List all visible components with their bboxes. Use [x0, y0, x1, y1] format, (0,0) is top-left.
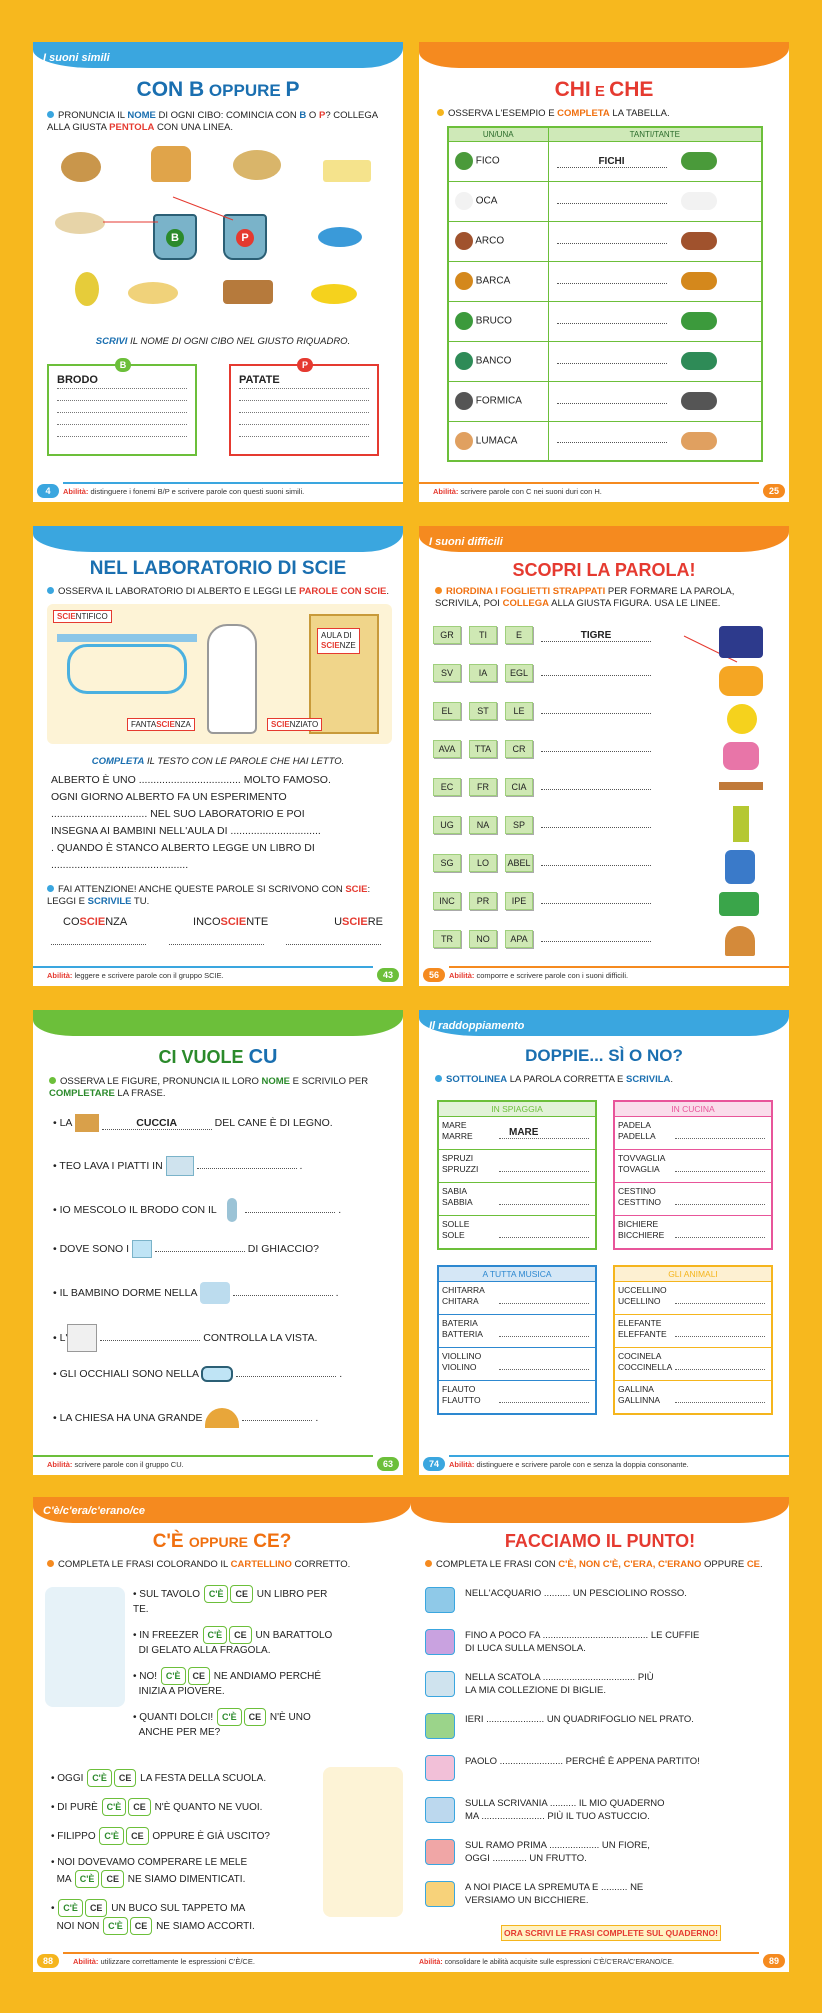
- paper-tile: IPE: [505, 892, 533, 910]
- pear-image: [75, 272, 99, 306]
- page-title: CHI E CHE: [554, 78, 654, 101]
- word-uscire: USCIERE: [334, 916, 383, 928]
- footer-rule: [63, 1952, 411, 1954]
- write-lines[interactable]: [51, 944, 381, 945]
- banana-image: [311, 284, 357, 304]
- word-pair[interactable]: COCINELA COCCINELLA: [615, 1347, 771, 1380]
- paper-tile: CR: [505, 740, 533, 758]
- item-group-icon: [681, 352, 717, 370]
- singular-word: BANCO: [475, 355, 512, 367]
- box-b-badge: B: [115, 358, 131, 372]
- paper-tile: GR: [433, 626, 461, 644]
- word-group: [613, 1100, 773, 1250]
- page-43: [33, 526, 403, 986]
- fill-sentence[interactable]: PAOLO ........................ PERCHÉ È APPENA PARTITO!: [425, 1755, 700, 1781]
- item-group-icon: [681, 432, 717, 450]
- group-label: A TUTTA MUSICA: [439, 1267, 595, 1281]
- group-label: IN CUCINA: [615, 1102, 771, 1116]
- page-88: [33, 1497, 411, 1972]
- word-pair[interactable]: ELEFANTE ELEFFANTE: [615, 1314, 771, 1347]
- page-74: [419, 1010, 789, 1475]
- instruction: COMPLETA LE FRASI CON C'È, NON C'È, C'ERA, C'ERANO OPPURE CE.: [425, 1559, 780, 1571]
- paper-tile: ABEL: [505, 854, 533, 872]
- fill-sentence[interactable]: NELLA SCATOLA ................................... PIÙ LA MIA COLLEZIONE DI BIGLIE.: [425, 1671, 654, 1697]
- fill-sentence[interactable]: FINO A POCO FA ........................................ LE CUFFIE DI LUCA SULLA MENSOLA.: [425, 1629, 699, 1655]
- paper-tile: SG: [433, 854, 461, 872]
- ce-sentences-2[interactable]: • OGGI C'È CE LA FESTA DELLA SCUOLA. • DI PURÈ C'È CE N'È QUANTO NE VUOI. • FILIPPO C'È CE OPPURE È GIÀ USCITO? • NOI DOVEVAMO COMPERARE LE MELE MA C'È CE NE SIAMO DIMENTICATI. • C'È CE UN BUCO SUL TAPPETO MA NOI NON C'È CE NE SIAMO ACCORTI.: [51, 1769, 321, 1935]
- word-pair[interactable]: TOVVAGLIA TOVAGLIA: [615, 1149, 771, 1182]
- box-p-badge: P: [297, 358, 313, 372]
- plural-answer: [557, 442, 667, 443]
- paper-tile: ST: [469, 702, 497, 720]
- sentence-5[interactable]: • IL BAMBINO DORME NELLA .: [53, 1282, 339, 1304]
- word-pair[interactable]: SOLLE SOLE: [439, 1215, 595, 1248]
- page-title: C'È OPPURE CE?: [152, 1531, 292, 1552]
- page-title: DOPPIE... SÌ O NO?: [525, 1046, 683, 1065]
- word-pair[interactable]: GALLINA GALLINNA: [615, 1380, 771, 1413]
- fill-sentence[interactable]: SULLA SCRIVANIA .......... IL MIO QUADERNO MA ........................ PIÙ IL TUO ASTUCCIO.: [425, 1797, 665, 1823]
- word-coscienza: COSCIENZA: [63, 916, 128, 928]
- item-group-icon: [681, 312, 717, 330]
- page-4: [33, 42, 403, 502]
- footer-rule: [419, 482, 759, 484]
- word-pair[interactable]: CHITARRA CHITARA: [439, 1281, 595, 1314]
- sentence-4[interactable]: • DOVE SONO I DI GHIACCIO?: [53, 1240, 319, 1258]
- paper-tile: LO: [469, 854, 497, 872]
- singular-word: LUMACA: [475, 435, 518, 447]
- plural-answer: [557, 203, 667, 204]
- sentence-icon: [425, 1587, 455, 1613]
- plural-answer-cell[interactable]: [548, 421, 762, 461]
- paper-tile: EGL: [505, 664, 533, 682]
- sentence-6[interactable]: • L' CONTROLLA LA VISTA.: [53, 1324, 317, 1352]
- scie-words: [63, 916, 383, 928]
- group-label: IN SPIAGGIA: [439, 1102, 595, 1116]
- singular-word: BARCA: [475, 275, 511, 287]
- paper-tile: UG: [433, 816, 461, 834]
- instruction: SOTTOLINEA LA PAROLA CORRETTA E SCRIVILA.: [435, 1074, 673, 1086]
- sentence-3[interactable]: • IO MESCOLO IL BRODO CON IL .: [53, 1198, 341, 1222]
- singular-word: OCA: [475, 195, 498, 207]
- header-band: [411, 1497, 789, 1523]
- page-number: 63: [377, 1457, 399, 1471]
- singular-word: ARCO: [475, 235, 505, 247]
- word-pair[interactable]: MARE MARRE MARE: [439, 1116, 595, 1149]
- table-row: [448, 181, 762, 221]
- instruction: PRONUNCIA IL NOME DI OGNI CIBO: COMINCIA CON B O P? COLLEGA ALLA GIUSTA PENTOLA CON UNA LINEA.: [47, 110, 378, 133]
- table-row: [448, 421, 762, 461]
- footer-rule: [33, 966, 373, 968]
- plural-table: [447, 126, 763, 462]
- page-number: 43: [377, 968, 399, 982]
- section-tag: Il raddoppiamento: [429, 1020, 525, 1032]
- table-row: [448, 221, 762, 261]
- footer-skill: Abilità: distinguere i fonemi B/P e scrivere parole con questi suoni simili.: [63, 487, 305, 496]
- plural-answer: [557, 323, 667, 324]
- word-pair[interactable]: VIOLLINO VIOLINO: [439, 1347, 595, 1380]
- footer-rule: [33, 1455, 373, 1457]
- item-icon: [455, 352, 473, 370]
- word-pair[interactable]: FLAUTO FLAUTTO: [439, 1380, 595, 1413]
- paper-tile: PR: [469, 892, 497, 910]
- word-pair[interactable]: SABIA SABBIA: [439, 1182, 595, 1215]
- sentence-icon: [425, 1671, 455, 1697]
- word-group: [437, 1265, 597, 1415]
- tiger-image: [719, 666, 763, 696]
- tie-image: [733, 806, 749, 842]
- section-tag: I suoni simili: [43, 52, 110, 64]
- ice-cubes-image: [132, 1240, 152, 1258]
- fish-image: [318, 227, 362, 247]
- answer-line: TIGRE: [541, 630, 651, 642]
- paper-tile: SP: [505, 816, 533, 834]
- sentence-8[interactable]: • LA CHIESA HA UNA GRANDE .: [53, 1408, 318, 1428]
- wall-shelf: [57, 634, 197, 642]
- item-icon: [455, 152, 473, 170]
- sentence-icon: [425, 1755, 455, 1781]
- word-incosciente: INCOSCIENTE: [193, 916, 269, 928]
- col-plural: TANTI/TANTE: [548, 127, 762, 141]
- footer-rule: [449, 1455, 789, 1457]
- page-number: 88: [37, 1954, 59, 1968]
- page-63: [33, 1010, 403, 1475]
- paper-tile: EL: [433, 702, 461, 720]
- instruction-3: FAI ATTENZIONE! ANCHE QUESTE PAROLE SI SCRIVONO CON SCIE: LEGGI E SCRIVILE TU.: [47, 884, 371, 907]
- label-scientifico: SCIENTIFICO: [53, 610, 112, 623]
- flask-coil: [67, 644, 187, 694]
- instruction-2: COMPLETA IL TESTO CON LE PAROLE CHE HAI LETTO.: [91, 756, 345, 767]
- arrow-image: [719, 782, 763, 790]
- fill-text[interactable]: ALBERTO È UNO ................................... MOLTO FAMOSO. OGNI GIORNO ALBERTO FA UN ESPERIMENTO ................................. NEL SUO LABORATORIO E POI INSEGNA AI BAMBINI NELL'AULA DI ............................... . QUANDO È STANCO ALBERTO LEGGE UN LIBRO DI ...............................................: [51, 774, 331, 871]
- sponge-image: [723, 742, 759, 770]
- instruction: OSSERVA IL LABORATORIO DI ALBERTO E LEGGI LE PAROLE CON SCIE.: [47, 586, 389, 598]
- footer-skill: Abilità: comporre e scrivere parole con i suoni difficili.: [449, 971, 629, 980]
- fill-sentence[interactable]: NELL'ACQUARIO .......... UN PESCIOLINO ROSSO.: [425, 1587, 687, 1613]
- header-band: [33, 1010, 403, 1036]
- plural-answer: [557, 243, 667, 244]
- footer-rule: [411, 1952, 759, 1954]
- paper-tile: SV: [433, 664, 461, 682]
- footer-skill: Abilità: scrivere parole con C nei suoni duri con H.: [433, 487, 602, 496]
- section-tag: I suoni difficili: [429, 536, 503, 548]
- col-singular: UN/UNA: [448, 127, 548, 141]
- item-icon: [455, 232, 473, 250]
- table-row: [448, 381, 762, 421]
- plural-answer: [557, 363, 667, 364]
- table-row: [448, 341, 762, 381]
- item-group-icon: [681, 272, 717, 290]
- footer-skill: Abilità: leggere e scrivere parole con il gruppo SCIE.: [47, 971, 224, 980]
- fill-sentence[interactable]: SUL RAMO PRIMA ................... UN FIORE, OGGI ............. UN FRUTTO.: [425, 1839, 650, 1865]
- item-icon: [455, 192, 473, 210]
- item-group-icon: [681, 192, 717, 210]
- label-scienziato: SCIENZIATO: [267, 718, 322, 731]
- table-row: [448, 261, 762, 301]
- prince-image: [725, 850, 755, 884]
- alarm-clock-image: [727, 704, 757, 734]
- banner: ORA SCRIVI LE FRASI COMPLETE SUL QUADERNO!: [501, 1925, 721, 1941]
- footer-rule: [63, 482, 403, 484]
- item-icon: [455, 392, 473, 410]
- sentence-2[interactable]: • TEO LAVA I PIATTI IN .: [53, 1156, 302, 1176]
- plural-answer-cell[interactable]: [548, 301, 762, 341]
- page-title: NEL LABORATORIO DI SCIE: [89, 558, 347, 579]
- page-25: [419, 42, 789, 502]
- page-title: FACCIAMO IL PUNTO!: [504, 1531, 696, 1551]
- fill-sentence[interactable]: A NOI PIACE LA SPREMUTA E .......... NE VERSIAMO UN BICCHIERE.: [425, 1881, 643, 1907]
- page-number: 89: [763, 1954, 785, 1968]
- picture-column: [719, 626, 779, 956]
- paper-tile: INC: [433, 892, 461, 910]
- footer-rule: [449, 966, 789, 968]
- instruction: COMPLETA LE FRASI COLORANDO IL CARTELLINO CORRETTO.: [47, 1559, 350, 1571]
- paper-tile: TTA: [469, 740, 497, 758]
- paper-tile: NA: [469, 816, 497, 834]
- plural-answer: FICHI: [557, 156, 667, 168]
- paper-tile: NO: [469, 930, 497, 948]
- drill-image: [719, 892, 759, 916]
- item-group-icon: [681, 392, 717, 410]
- sentence-7[interactable]: • GLI OCCHIALI SONO NELLA .: [53, 1366, 342, 1382]
- word-group: [613, 1265, 773, 1415]
- plural-answer-cell[interactable]: [548, 181, 762, 221]
- sentence-icon: [425, 1839, 455, 1865]
- paper-tile: EC: [433, 778, 461, 796]
- sentence-1[interactable]: • LA CUCCIA DEL CANE È DI LEGNO.: [53, 1114, 333, 1132]
- paper-tile: LE: [505, 702, 533, 720]
- footer-skill: Abilità: distinguere e scrivere parole con e senza la doppia consonante.: [449, 1460, 689, 1469]
- paper-tile: APA: [505, 930, 533, 948]
- sentence-icon: [425, 1797, 455, 1823]
- answer-box-b[interactable]: [47, 360, 197, 456]
- plural-answer-cell[interactable]: [548, 341, 762, 381]
- laboratory-illustration: [47, 604, 392, 744]
- pot-p: P: [223, 214, 267, 260]
- stool-image: [725, 926, 755, 956]
- singular-word: FORMICA: [475, 395, 522, 407]
- moon-stars-image: [719, 626, 763, 658]
- item-icon: [455, 312, 473, 330]
- word-group: [437, 1100, 597, 1250]
- sentence-icon: [425, 1713, 455, 1739]
- singular-word: BRUCO: [475, 315, 512, 327]
- plural-answer-cell[interactable]: [548, 381, 762, 421]
- plural-answer-cell[interactable]: [548, 141, 762, 181]
- footer-skill: Abilità: consolidare le abilità acquisite sulle espressioni C'È/C'ERA/C'ERANO/CE.: [419, 1959, 674, 1966]
- biscuits-image: [223, 280, 273, 304]
- eye-doctor-image: [67, 1324, 97, 1352]
- dome-image: [205, 1408, 239, 1428]
- scientist-figure: [207, 624, 257, 734]
- section-tag: C'è/c'era/c'erano/ce: [43, 1505, 146, 1517]
- word-pair[interactable]: CESTINO CESTTINO: [615, 1182, 771, 1215]
- fill-sentence[interactable]: IERI ...................... UN QUADRIFOGLIO NEL PRATO.: [425, 1713, 694, 1739]
- ce-sentences[interactable]: • SUL TAVOLO C'È CE UN LIBRO PER TE. • IN FREEZER C'È CE UN BARATTOLO DI GELATO ALLA FRAGOLA. • NO! C'È CE NE ANDIAMO PERCHÉ INIZIA A PIOVERE. • QUANTI DOLCI! C'È CE N'È UNO ANCHE PER ME?: [133, 1585, 333, 1740]
- instruction: OSSERVA LE FIGURE, PRONUNCIA IL LORO NOME E SCRIVILO PER COMPLETARE LA FRASE.: [49, 1076, 369, 1099]
- paper-tile: TR: [433, 930, 461, 948]
- page-number: 56: [423, 968, 445, 982]
- instruction: OSSERVA L'ESEMPIO E COMPLETA LA TABELLA.: [437, 108, 670, 120]
- pot-b: B: [153, 214, 197, 260]
- item-group-icon: [681, 152, 717, 170]
- table-row: [448, 141, 762, 181]
- sink-image: [166, 1156, 194, 1176]
- word-pair[interactable]: BICHIERE BICCHIERE: [615, 1215, 771, 1248]
- page-title: SCOPRI LA PAROLA!: [512, 560, 696, 580]
- plural-answer: [557, 403, 667, 404]
- label-fantascienza: FANTASCIENZA: [127, 718, 195, 731]
- footer-skill: Abilità: scrivere parole con il gruppo CU.: [47, 1460, 184, 1469]
- footer-skill: Abilità: utilizzare correttamente le espressioni C'È/CE.: [73, 1957, 255, 1966]
- plural-answer-cell[interactable]: [548, 261, 762, 301]
- box-b-word: BRODO: [57, 366, 187, 389]
- table-row: [448, 301, 762, 341]
- page-89: [411, 1497, 789, 1972]
- answer-box-p[interactable]: [229, 360, 379, 456]
- word-pair[interactable]: UCCELLINO UCELLINO: [615, 1281, 771, 1314]
- page-title: CON B OPPURE P: [136, 78, 300, 101]
- paper-tile: E: [505, 626, 533, 644]
- instruction: RIORDINA I FOGLIETTI STRAPPATI PER FORMARE LA PAROLA, SCRIVILA, POI COLLEGA ALLA GIUSTA FIGURA. USA LE LINEE.: [435, 586, 735, 609]
- label-aula: AULA DI SCIENZE: [317, 628, 360, 654]
- item-group-icon: [681, 232, 717, 250]
- spaghetti-image: [128, 282, 178, 304]
- children-balloons-illustration: [323, 1767, 403, 1917]
- page-56: [419, 526, 789, 986]
- word-pair[interactable]: PADELA PADELLA: [615, 1116, 771, 1149]
- instruction-2: SCRIVI IL NOME DI OGNI CIBO NEL GIUSTO RIQUADRO.: [95, 336, 351, 347]
- paper-tile: TI: [469, 626, 497, 644]
- answer: MARE: [509, 1127, 539, 1138]
- paper-tile: AVA: [433, 740, 461, 758]
- page-number: 4: [37, 484, 59, 498]
- header-band: [419, 42, 789, 68]
- page-title: CI VUOLE CU: [158, 1046, 278, 1068]
- plural-answer: [557, 283, 667, 284]
- sentence-icon: [425, 1881, 455, 1907]
- item-icon: [455, 432, 473, 450]
- paper-tile: IA: [469, 664, 497, 682]
- glasses-case-image: [201, 1366, 233, 1382]
- singular-word: FICO: [475, 155, 500, 167]
- word-pair[interactable]: SPRUZI SPRUZZI: [439, 1149, 595, 1182]
- plural-answer-cell[interactable]: [548, 221, 762, 261]
- item-icon: [455, 272, 473, 290]
- sentence-icon: [425, 1629, 455, 1655]
- paper-tile: FR: [469, 778, 497, 796]
- header-band: [33, 526, 403, 552]
- cradle-image: [200, 1282, 230, 1304]
- paper-tile: CIA: [505, 778, 533, 796]
- group-label: GLI ANIMALI: [615, 1267, 771, 1281]
- page-number: 74: [423, 1457, 445, 1471]
- page-number: 25: [763, 484, 785, 498]
- box-p-word: PATATE: [239, 366, 369, 389]
- children-rain-illustration: [45, 1587, 125, 1707]
- spoon-image: [227, 1198, 237, 1222]
- doghouse-image: [75, 1114, 99, 1132]
- word-pair[interactable]: BATERIA BATTERIA: [439, 1314, 595, 1347]
